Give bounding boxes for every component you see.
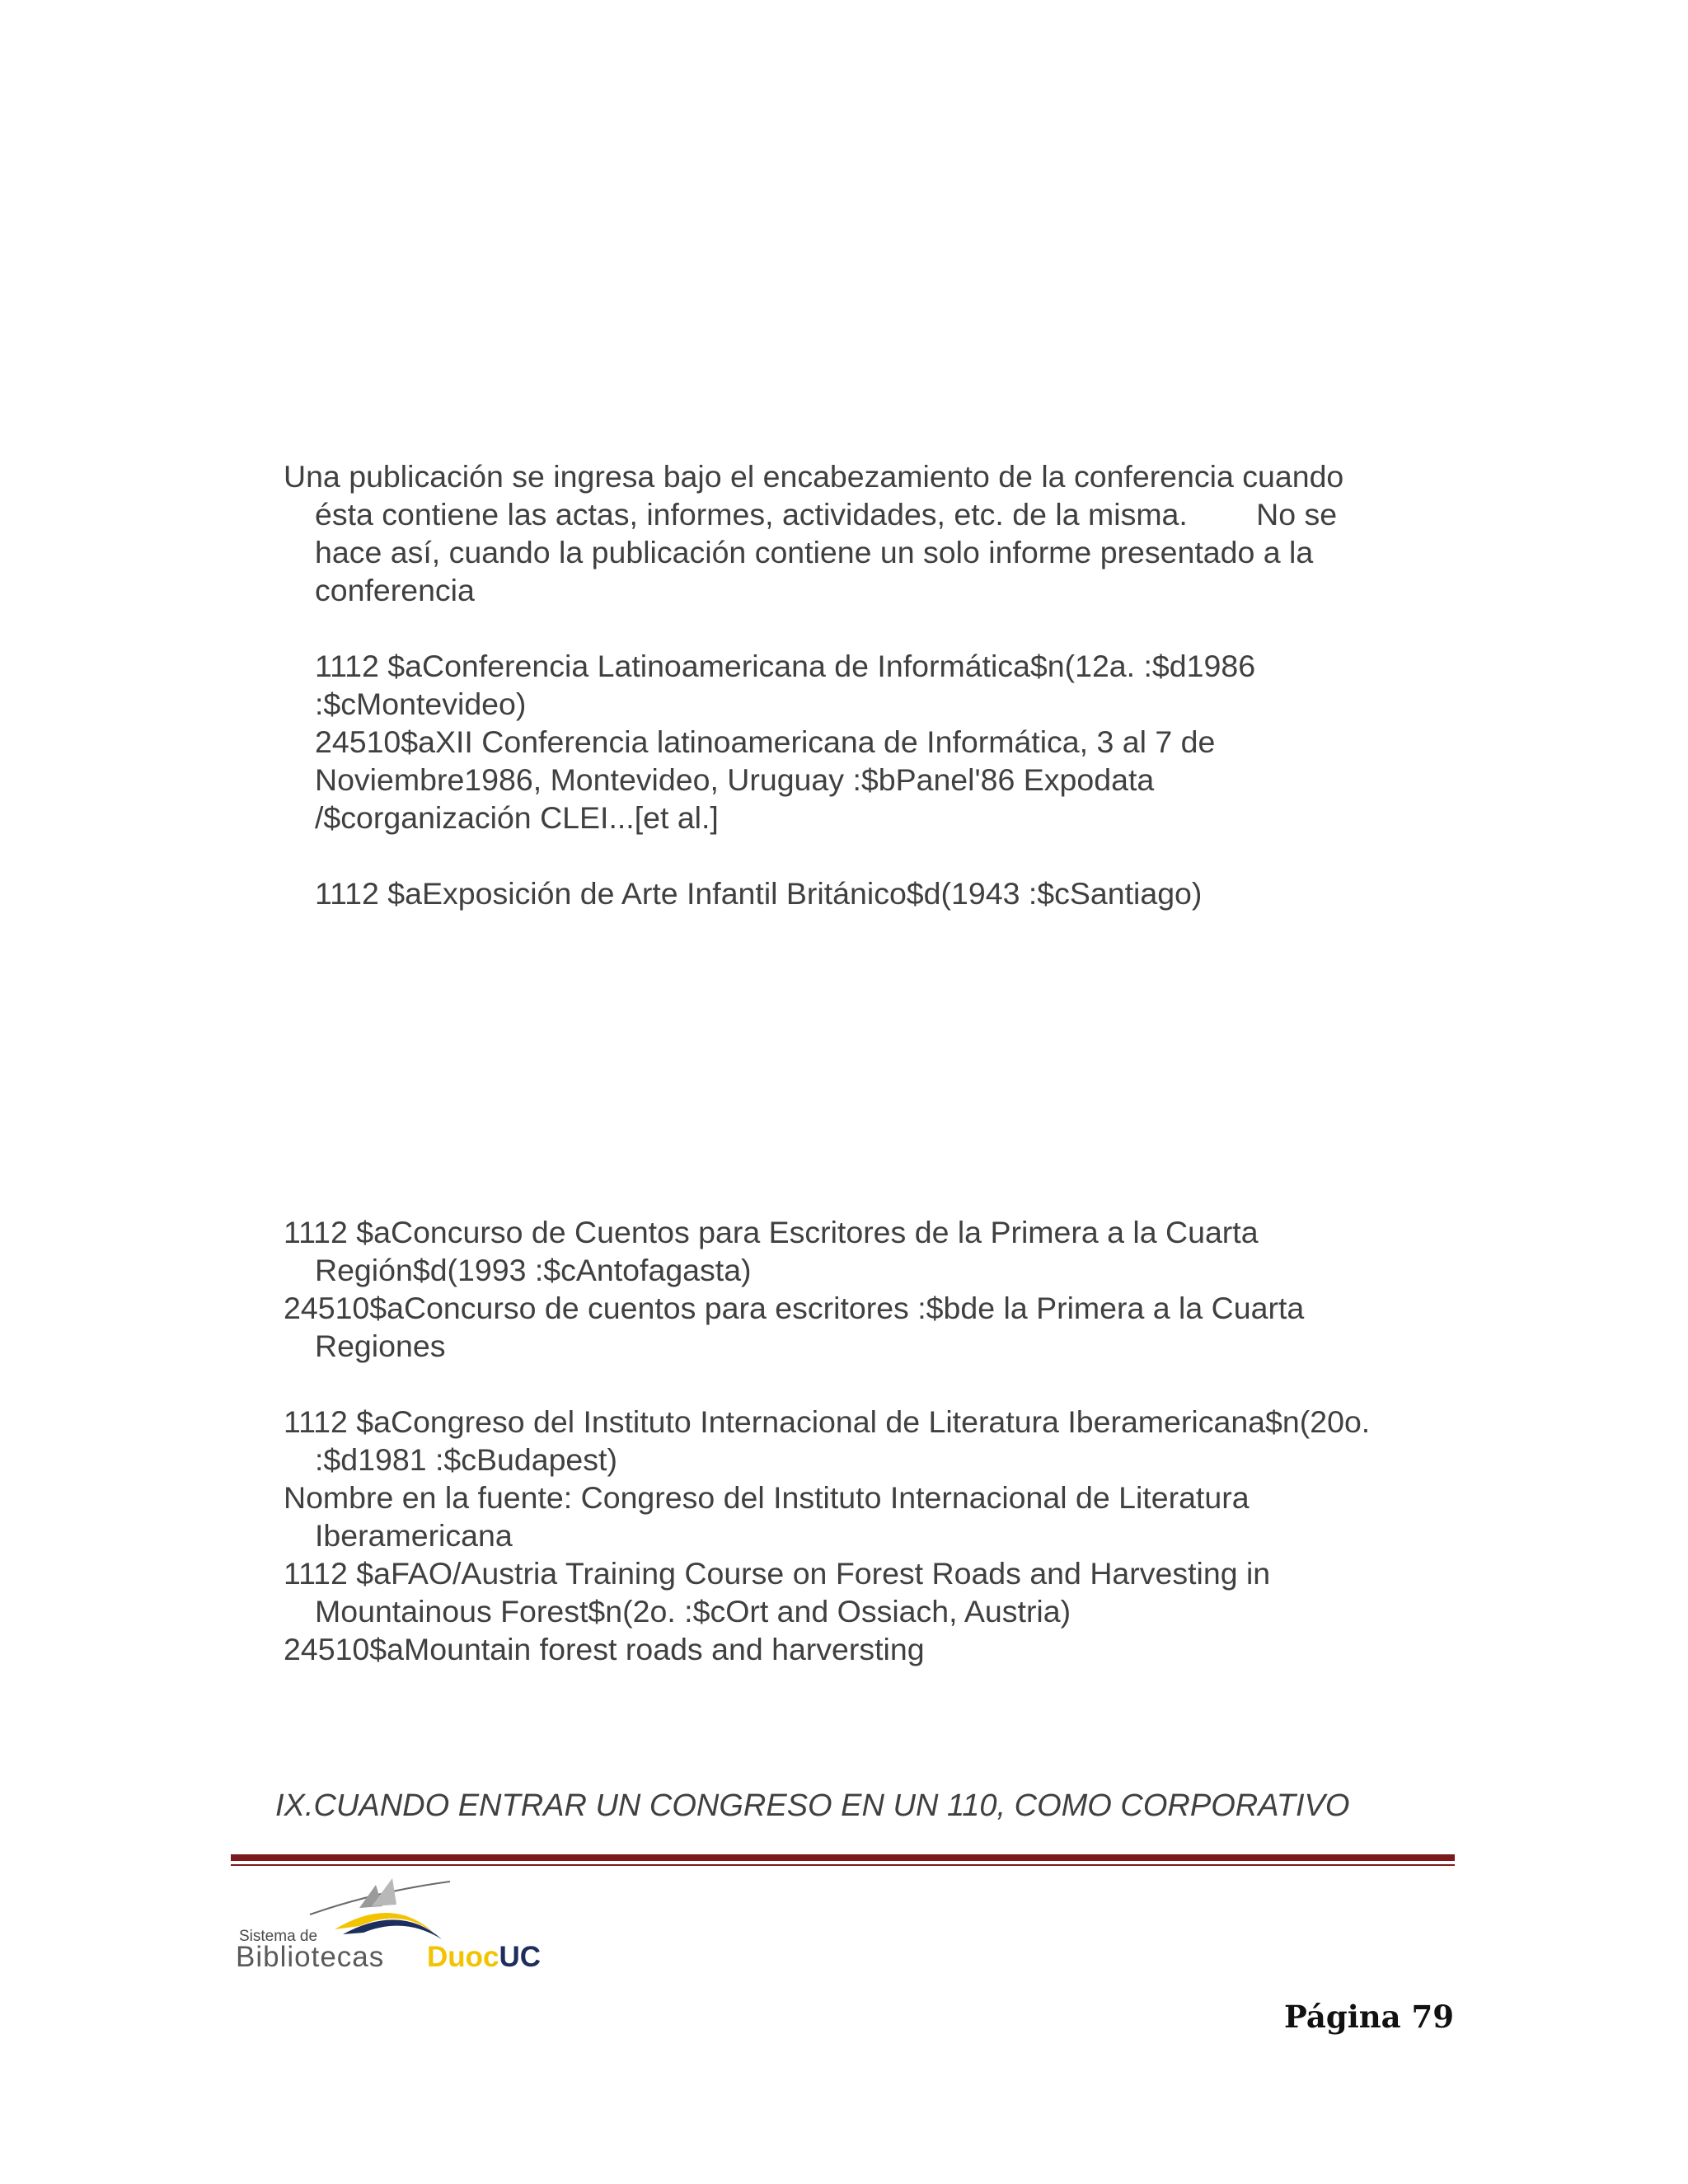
record-line: 1112 $aConferencia Latinoamericana de Informática$n(12a. :$d1986 [315, 649, 1256, 683]
logo-subtitle: Sistema de [239, 1928, 318, 1945]
entry-first-line: 1112 $aFAO/Austria Training Course on Forest Roads and Harvesting in [284, 1556, 1271, 1591]
logo-brand-uc: UC [499, 1941, 542, 1973]
section-heading: IX.CUANDO ENTRAR UN CONGRESO EN UN 110, COMO CORPORATIVO [275, 1788, 1350, 1823]
page-number: Página 79 [1284, 1999, 1454, 2035]
intro-paragraph [284, 457, 1470, 609]
record-entry [284, 1403, 1470, 1479]
logo-brand-duoc: Duoc [427, 1941, 499, 1973]
intro-line: conferencia [315, 573, 475, 607]
intro-line: Una publicación se ingresa bajo el encabezamiento de la conferencia cuando [284, 459, 1344, 494]
logo-title: Bibliotecas [236, 1941, 385, 1973]
entry-continuation: :$d1981 :$cBudapest) [315, 1442, 617, 1477]
record-entry [284, 1630, 1470, 1668]
entry-first-line: 1112 $aCongreso del Instituto Internacional de Literatura Iberamericana$n(20o. [284, 1404, 1371, 1439]
record-line: :$cMontevideo) [315, 687, 527, 721]
entry-continuation: Iberamericana [315, 1518, 513, 1553]
record-line: Noviembre1986, Montevideo, Uruguay :$bPanel'86 Expodata [315, 762, 1155, 797]
example-record-1 [284, 647, 1470, 837]
intro-line: hace así, cuando la publicación contiene un solo informe presentado a la [315, 535, 1314, 569]
section-examples [284, 1213, 1470, 1668]
section-conferencia [284, 457, 1470, 912]
entry-first-line: Nombre en la fuente: Congreso del Instituto Internacional de Literatura [284, 1480, 1250, 1515]
record-line: 1112 $aExposición de Arte Infantil Británico$d(1943 :$cSantiago) [315, 876, 1203, 911]
record-entry [284, 1213, 1470, 1289]
entry-first-line: 24510$aConcurso de cuentos para escritores :$bde la Primera a la Cuarta [284, 1291, 1305, 1325]
example-record-2 [284, 874, 1470, 912]
library-logo [236, 1875, 582, 1974]
entry-first-line: 1112 $aConcurso de Cuentos para Escritores de la Primera a la Cuarta [284, 1215, 1259, 1249]
entry-continuation: Regiones [315, 1329, 446, 1363]
entry-first-line: 24510$aMountain forest roads and harversting [284, 1632, 925, 1666]
footer-rule-thin [231, 1864, 1455, 1866]
entry-continuation: Región$d(1993 :$cAntofagasta) [315, 1253, 752, 1287]
entry-continuation: Mountainous Forest$n(2o. :$cOrt and Ossiach, Austria) [315, 1594, 1071, 1629]
record-line: 24510$aXII Conferencia latinoamericana de Informática, 3 al 7 de [315, 724, 1216, 759]
logo-brand [427, 1941, 541, 1974]
intro-line: ésta contiene las actas, informes, actividades, etc. de la misma. No se [315, 497, 1338, 532]
record-line: /$corganización CLEI...[et al.] [315, 800, 719, 835]
record-entry [284, 1479, 1470, 1554]
record-entry [284, 1289, 1470, 1365]
record-entry [284, 1554, 1470, 1630]
footer-rule [231, 1854, 1455, 1861]
